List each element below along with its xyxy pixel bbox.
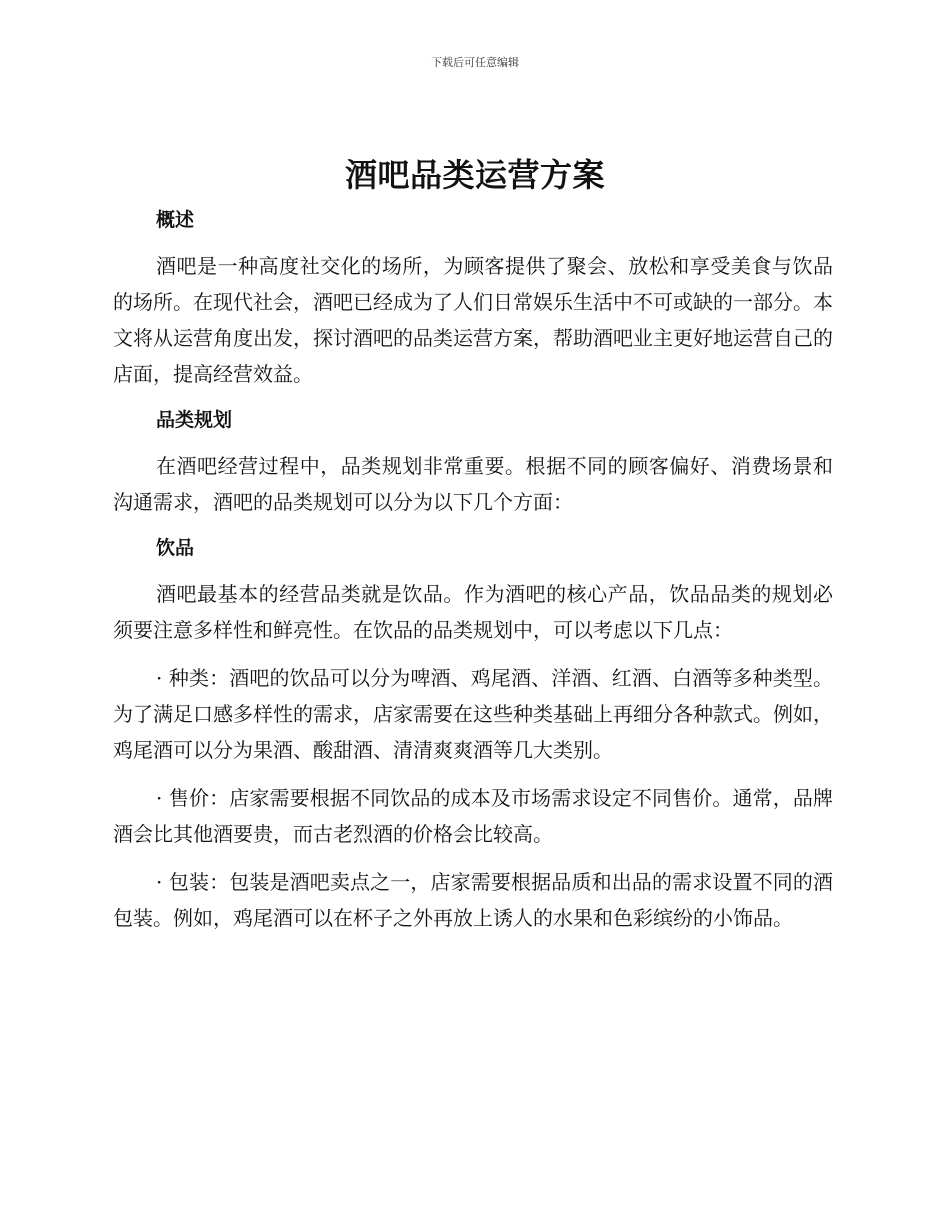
section-drinks xyxy=(113,532,833,936)
bullet-paragraph-price: · 售价：店家需要根据不同饮品的成本及市场需求设定不同售价。通常，品牌酒会比其他酒要贵，而古老烈酒的价格会比较高。 xyxy=(113,786,833,846)
document-title: 酒吧品类运营方案 xyxy=(344,156,605,194)
section-heading: 概述 xyxy=(156,209,195,231)
bullet-paragraph-packaging: · 包装：包装是酒吧卖点之一，店家需要根据品质和出品的需求设置不同的酒包装。例如，鸡尾酒可以在杯子之外再放上诱人的水果和色彩缤纷的小饰品。 xyxy=(113,870,833,930)
section-heading: 品类规划 xyxy=(156,409,233,431)
section-category-planning xyxy=(113,404,833,520)
section-heading: 饮品 xyxy=(156,537,195,559)
page-header-note: 下载后可任意编辑 xyxy=(431,56,519,69)
paragraph: 在酒吧经营过程中，品类规划非常重要。根据不同的顾客偏好、消费场景和沟通需求，酒吧的品类规划可以分为以下几个方面： xyxy=(113,454,833,514)
bullet-paragraph-types: · 种类：酒吧的饮品可以分为啤酒、鸡尾酒、洋酒、红酒、白酒等多种类型。为了满足口感多样性的需求，店家需要在这些种类基础上再细分各种款式。例如，鸡尾酒可以分为果酒、酸甜酒、清清爽爽酒等几大类别。 xyxy=(113,666,833,762)
paragraph: 酒吧最基本的经营品类就是饮品。作为酒吧的核心产品，饮品品类的规划必须要注意多样性和鲜亮性。在饮品的品类规划中，可以考虑以下几点： xyxy=(113,582,833,642)
document-body xyxy=(113,204,833,948)
paragraph: 酒吧是一种高度社交化的场所，为顾客提供了聚会、放松和享受美食与饮品的场所。在现代社会，酒吧已经成为了人们日常娱乐生活中不可或缺的一部分。本文将从运营角度出发，探讨酒吧的品类运营方案，帮助酒吧业主更好地运营自己的店面，提高经营效益。 xyxy=(113,254,833,386)
section-overview xyxy=(113,204,833,392)
